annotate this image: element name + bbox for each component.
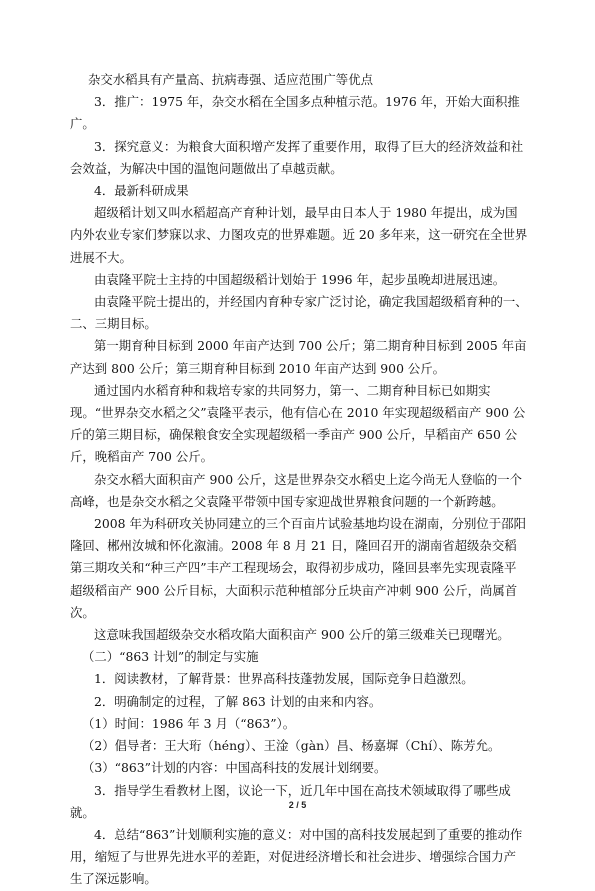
paragraph: （1）时间：1986 年 3 月（“863”）。 xyxy=(82,715,296,731)
paragraph: 4．总结“863”计划顺利实施的意义：对中国的高科技发展起到了重要的推动作用，缩短了与世界先进水平的差距，对促进经济增长和社会进步、增强综合国力产生了深远影响。 xyxy=(70,826,523,887)
section-heading: （二）“863 计划”的制定与实施 xyxy=(82,649,259,665)
paragraph: 2．明确制定的过程，了解 863 计划的由来和内容。 xyxy=(94,693,382,709)
paragraph: 由袁隆平院士提出的，并经国内育种专家广泛讨论，确定我国超级稻育种的一、二、三期目标。 xyxy=(70,294,528,332)
paragraph: 杂交水稻大面积亩产 900 公斤，这是世界杂交水稻史上迄今尚无人登临的一个高峰，也是杂交水稻之父袁隆平带领中国专家迎战世界粮食问题的一个新跨越。 xyxy=(70,471,523,509)
paragraph: （2）倡导者：王大珩（héng）、王淦（gàn）昌、杨嘉墀（Chí）、陈芳允。 xyxy=(82,738,501,754)
paragraph: 通过国内水稻育种和栽培专家的共同努力，第一、二期育种目标已如期实现。“世界杂交水稻之父”袁隆平表示，他有信心在 2010 年实现超级稻亩产 900 公斤的第三期目标，确保粮食安全实现超级稻一季亩产 900 公斤，早稻亩产 650 公斤，晚稻亩产 700 公斤。 xyxy=(70,382,526,465)
paragraph: 3．推广：1975 年，杂交水稻在全国多点种植示范。1976 年，开始大面积推广。 xyxy=(70,94,520,132)
page-body xyxy=(70,69,528,891)
paragraph: 由袁隆平院士主持的中国超级稻计划始于 1996 年，起步虽晚却进展迅速。 xyxy=(94,271,506,287)
paragraph: 这意味我国超级杂交水稻攻陷大面积亩产 900 公斤的第三级难关已现曙光。 xyxy=(94,627,510,643)
section-heading: 4．最新科研成果 xyxy=(94,183,189,199)
paragraph: 3．探究意义：为粮食大面积增产发挥了重要作用，取得了巨大的经济效益和社会效益，为解决中国的温饱问题做出了卓越贡献。 xyxy=(70,138,524,176)
paragraph: 2008 年为科研攻关协同建立的三个百亩片试验基地均设在湖南，分别位于邵阳隆回、郴州汝城和怀化溆浦。2008 年 8 月 21 日，隆回召开的湖南省超级杂交稻第三期攻关和“种三产四”丰产工程现场会，取得初步成功，隆回县率先实现袁隆平超级稻亩产 900 公斤目标，大面积示范种植部分丘块亩产冲刺 900 公斤，尚属首次。 xyxy=(70,516,526,620)
paragraph: （3）“863”计划的内容：中国高科技的发展计划纲要。 xyxy=(82,760,387,776)
paragraph: 杂交水稻具有产量高、抗病毒强、适应范围广等优点 xyxy=(88,72,373,87)
paragraph: 超级稻计划又叫水稻超高产育种计划，最早由日本人于 1980 年提出，成为国内外农业专家们梦寐以求、力图攻克的世界难题。近 20 多年来，这一研究在全世界进展不大。 xyxy=(70,205,528,265)
page-number: 2 / 5 xyxy=(288,800,307,810)
paragraph: 第一期育种目标到 2000 年亩产达到 700 公斤；第二期育种目标到 2005 年亩产达到 800 公斤；第三期育种目标到 2010 年亩产达到 900 公斤。 xyxy=(70,338,527,376)
paragraph: 1．阅读教材，了解背景：世界高科技蓬勃发展，国际竞争日趋激烈。 xyxy=(94,671,474,687)
paragraph: 3．指导学生看教材上图，议论一下，近几年中国在高技术领域取得了哪些成就。 xyxy=(70,782,511,820)
